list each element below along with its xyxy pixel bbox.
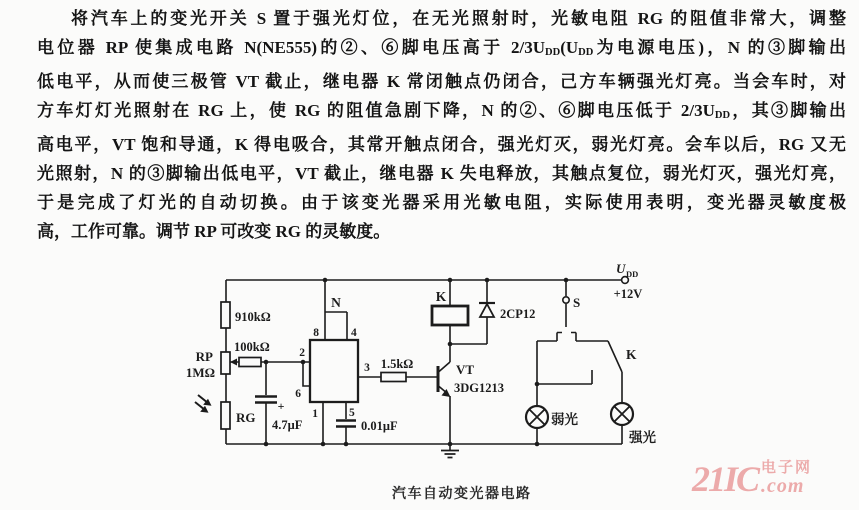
paragraph-line: 低电平，从而使三极管 VT 截止，继电器 K 常闭触点仍闭合，己方车辆强光灯亮。当会车时，对 xyxy=(37,72,846,91)
svg-text:2: 2 xyxy=(299,347,305,359)
svg-text:2CP12: 2CP12 xyxy=(500,307,536,321)
svg-text:弱光: 弱光 xyxy=(551,412,578,427)
paragraph-line: 电位器 RP 使集成电路 N(NE555)的②、⑥脚电压高于 $2/3U_{DD}(U_{DD}$为电源电压)，N 的③脚输出 xyxy=(37,38,847,58)
potentiometer-rp xyxy=(186,349,237,380)
svg-text:+12V: +12V xyxy=(613,287,643,301)
description-paragraph xyxy=(37,4,846,246)
watermark-domain: .com xyxy=(761,475,805,497)
figure-caption: 汽车自动变光器电路 xyxy=(392,487,532,502)
svg-text:4: 4 xyxy=(351,327,357,339)
svg-text:5: 5 xyxy=(349,407,355,419)
switch-s xyxy=(563,280,580,327)
svg-text:1.5kΩ: 1.5kΩ xyxy=(380,357,414,371)
resistor-910k xyxy=(221,302,271,328)
light-arrows-icon xyxy=(195,395,212,413)
supply-terminal xyxy=(614,261,643,301)
svg-text:DD: DD xyxy=(626,269,639,279)
svg-text:RG: RG xyxy=(236,410,256,425)
capacitor-0u01 xyxy=(336,402,398,444)
svg-text:K: K xyxy=(435,289,447,304)
svg-text:RP: RP xyxy=(195,349,213,364)
diode-2cp12 xyxy=(479,280,535,344)
svg-text:3DG1213: 3DG1213 xyxy=(454,381,504,395)
svg-text:100kΩ: 100kΩ xyxy=(234,340,270,354)
svg-text:910kΩ: 910kΩ xyxy=(235,310,271,324)
watermark-brand: 21IC xyxy=(692,459,759,499)
svg-text:8: 8 xyxy=(313,327,319,339)
paragraph-line: 方车灯灯光照射在 RG 上，使 RG 的阻值急剧下降，N 的②、⑥脚电压低于 $2/3U_{DD}$，其③脚输出 xyxy=(37,101,847,121)
svg-text:S: S xyxy=(573,295,581,310)
paragraph-line: 将汽车上的变光开关 S 置于强光灯位，在无光照射时，光敏电阻 RG 的阻值非常大，调整 xyxy=(71,9,846,28)
svg-text:1: 1 xyxy=(312,408,318,420)
paragraph-line: 于是完成了灯光的自动切换。由于该变光器采用光敏电阻，实际使用表明，变光器灵敏度极 xyxy=(37,193,846,212)
svg-text:U: U xyxy=(616,261,626,276)
svg-text:+: + xyxy=(277,399,285,413)
circuit-diagram xyxy=(0,250,859,465)
relay-contact xyxy=(537,333,637,445)
lamp-strong xyxy=(611,403,657,445)
svg-text:强光: 强光 xyxy=(629,430,656,445)
svg-text:0.01μF: 0.01μF xyxy=(361,419,398,433)
svg-text:6: 6 xyxy=(295,388,301,400)
watermark-logo xyxy=(692,461,812,497)
watermark-cn-text: 电子网 xyxy=(761,460,813,476)
svg-text:K: K xyxy=(626,347,637,362)
transistor-vt xyxy=(438,344,504,444)
paragraph-line: 高电平，VT 饱和导通，K 得电吸合，其常开触点闭合，强光灯灭，弱光灯亮。会车以后，RG 又无 xyxy=(37,135,846,154)
svg-text:4.7μF: 4.7μF xyxy=(272,418,303,432)
svg-text:1MΩ: 1MΩ xyxy=(185,365,215,380)
capacitor-4u7 xyxy=(255,362,303,444)
relay-coil xyxy=(432,280,487,344)
resistor-1k5 xyxy=(381,357,414,382)
svg-text:VT: VT xyxy=(456,362,475,377)
paragraph-line: 光照射，N 的③脚输出低电平，VT 截止，继电器 K 失电释放，其触点复位，弱光灯灭，强光灯亮， xyxy=(37,164,846,183)
paragraph-line: 高，工作可靠。调节 RP 可改变 RG 的灵敏度。 xyxy=(37,222,391,241)
lamp-weak xyxy=(526,406,579,428)
svg-text:3: 3 xyxy=(364,362,370,374)
svg-text:N: N xyxy=(331,295,341,310)
